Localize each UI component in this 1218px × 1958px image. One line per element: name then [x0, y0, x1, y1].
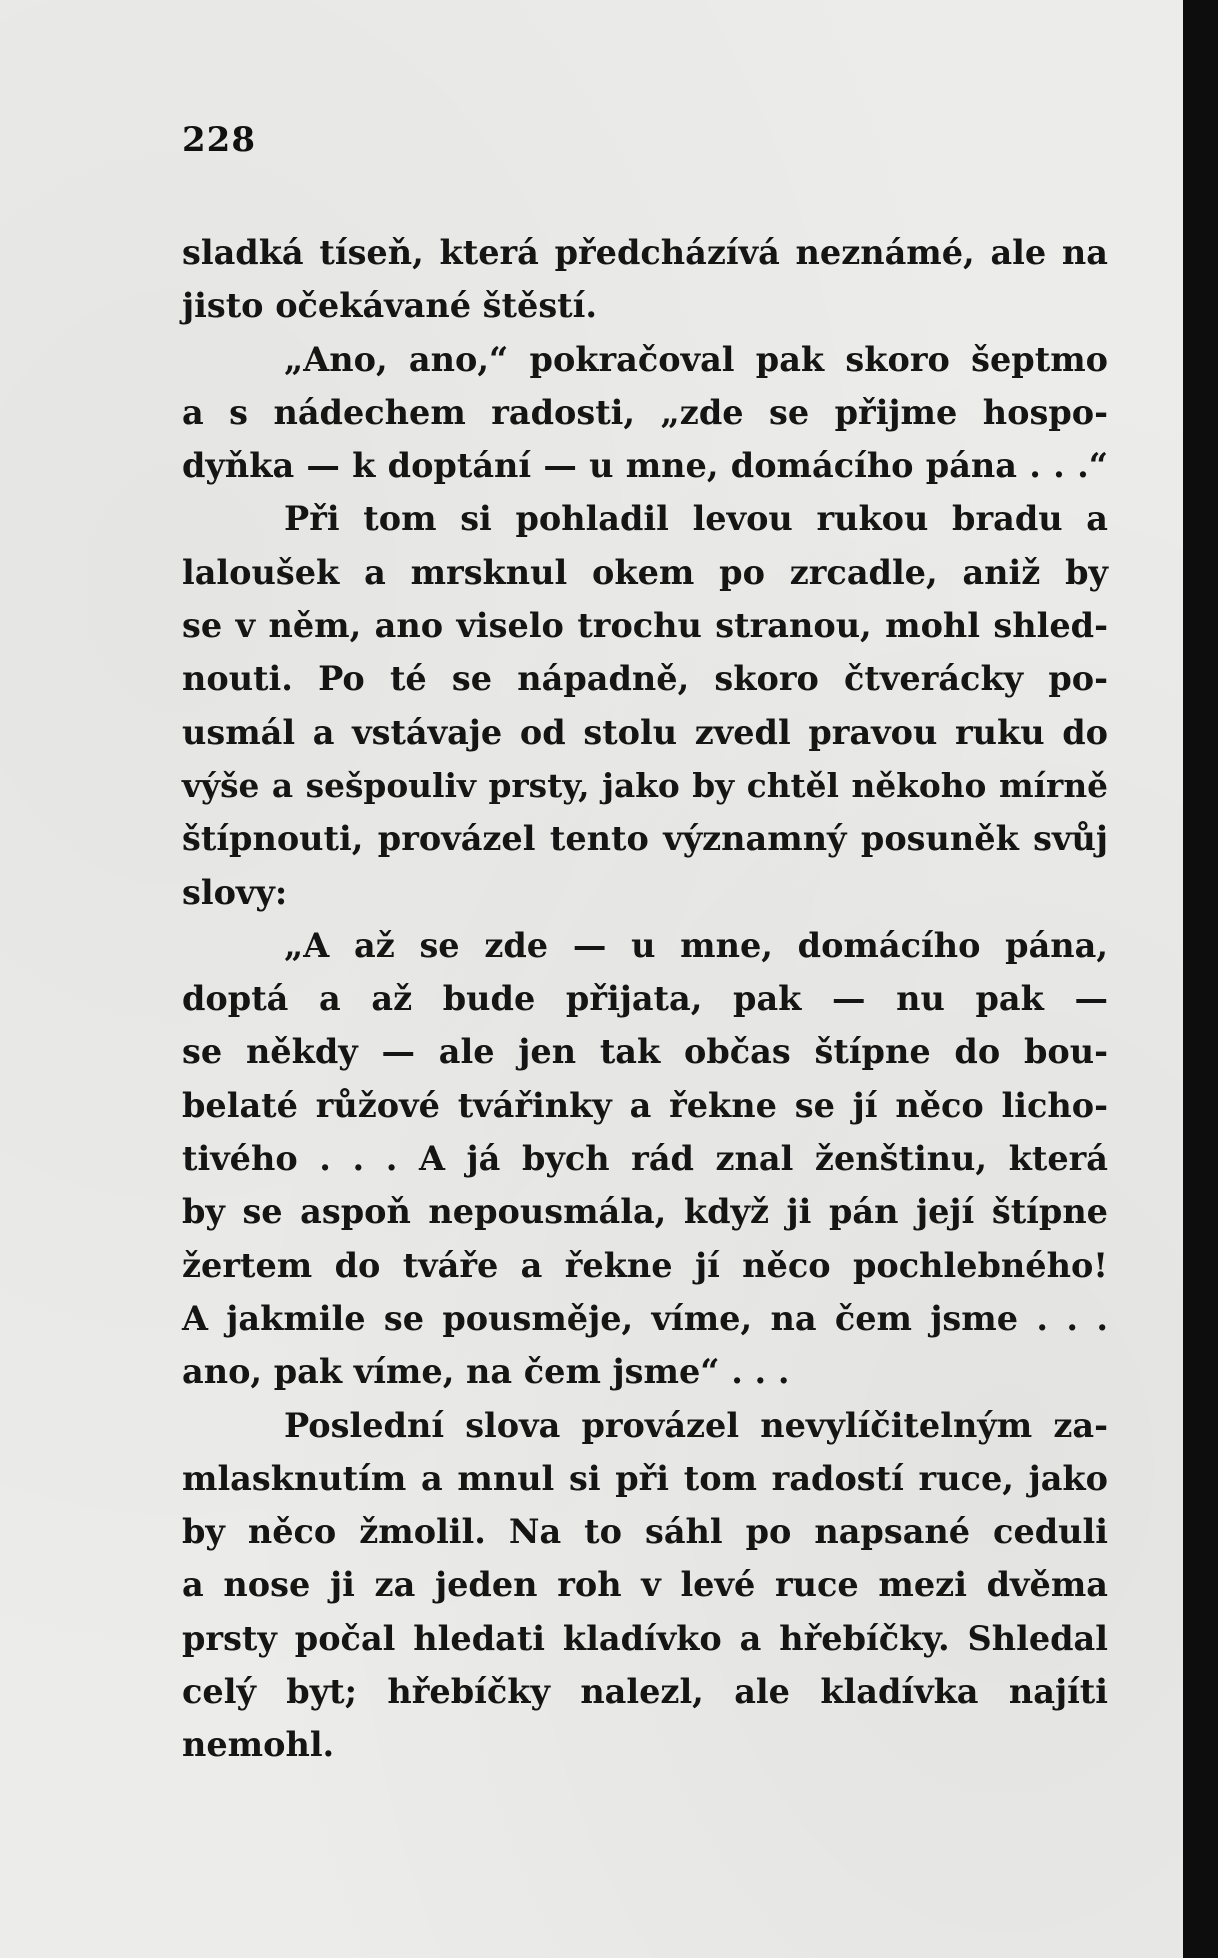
text-line: a s nádechem radosti, „zde se přijme hospo- — [182, 392, 1108, 432]
text-line: sladká tíseň, která předcházívá neznámé, ale na — [182, 233, 1108, 272]
text-line: „Ano, ano,“ pokračoval pak skoro šeptmo — [284, 339, 1108, 379]
text-line: mlasknutím a mnul si při tom radostí ruce, jako — [182, 1458, 1108, 1498]
text-line: slovy: — [182, 872, 288, 912]
text-line: štípnouti, provázel tento významný posuněk svůj — [182, 819, 1108, 859]
text-line: výše a sešpouliv prsty, jako by chtěl někoho mírně — [182, 765, 1108, 805]
text-line: a nose ji za jeden roh v levé ruce mezi dvěma — [182, 1565, 1108, 1605]
text-line: by něco žmolil. Na to sáhl po napsané ceduli — [182, 1512, 1108, 1552]
text-line: se v něm, ano viselo trochu stranou, mohl shled- — [182, 606, 1108, 646]
body-text — [182, 226, 1108, 1772]
text-line: doptá a až bude přijata, pak — nu pak — — [182, 979, 1108, 1019]
text-line: by se aspoň nepousmála, když ji pán její štípne — [182, 1192, 1108, 1232]
text-line: dyňka — k doptání — u mne, domácího pána . . .“ — [182, 446, 1108, 486]
text-line: jisto očekávané štěstí. — [182, 286, 598, 326]
text-line: laloušek a mrsknul okem po zrcadle, aniž by — [182, 552, 1108, 592]
text-line: „A až se zde — u mne, domácího pána, — [284, 925, 1108, 965]
text-line: se někdy — ale jen tak občas štípne do bou- — [182, 1032, 1108, 1072]
text-line: tivého . . . A já bych rád znal ženštinu, která — [182, 1139, 1108, 1179]
text-line: A jakmile se pousměje, víme, na čem jsme . . . — [182, 1298, 1108, 1338]
text-line: nemohl. — [182, 1725, 335, 1765]
page-number: 228 — [182, 120, 256, 160]
text-line: usmál a vstávaje od stolu zvedl pravou ruku do — [182, 712, 1108, 752]
text-line: žertem do tváře a řekne jí něco pochlebného! — [182, 1245, 1108, 1285]
text-line: belaté růžové tvářinky a řekne se jí něco licho- — [182, 1085, 1108, 1125]
text-line: Poslední slova provázel nevylíčitelným za- — [284, 1405, 1108, 1445]
scan-border — [1183, 0, 1218, 1958]
text-line: nouti. Po té se nápadně, skoro čtverácky po- — [182, 659, 1108, 699]
text-line: prsty počal hledati kladívko a hřebíčky. Shledal — [182, 1618, 1108, 1658]
text-line: ano, pak víme, na čem jsme“ . . . — [182, 1352, 790, 1392]
text-line: celý byt; hřebíčky nalezl, ale kladívka najíti — [182, 1672, 1108, 1712]
text-line: Při tom si pohladil levou rukou bradu a — [284, 499, 1108, 539]
